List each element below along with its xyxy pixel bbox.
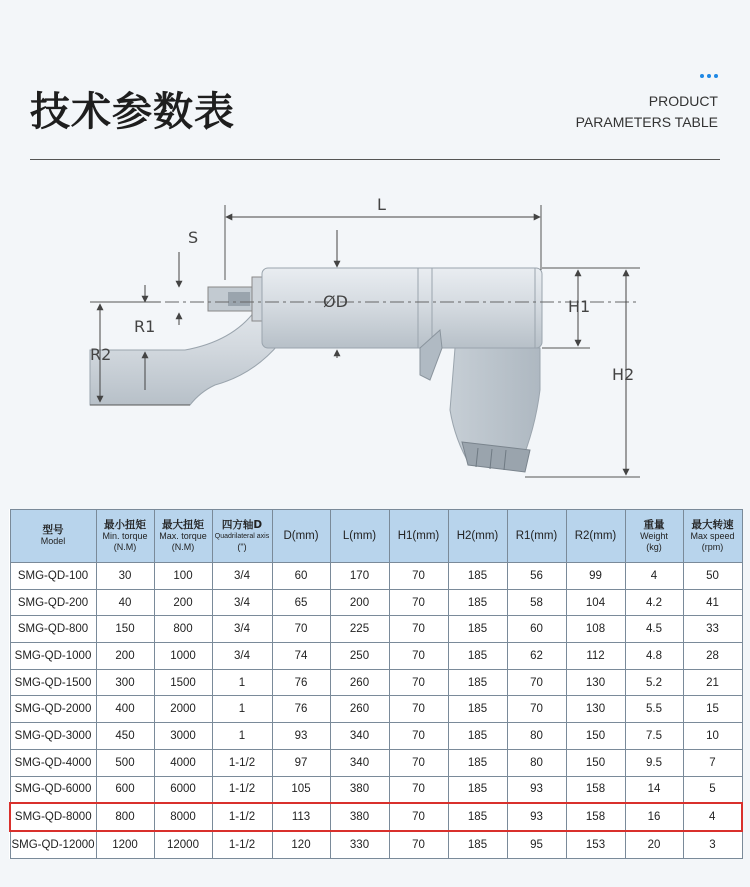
table-cell: 200: [330, 589, 389, 616]
table-cell: 41: [683, 589, 742, 616]
table-cell: 1500: [154, 669, 212, 696]
table-cell: 20: [625, 831, 683, 858]
header-l: L(mm): [330, 510, 389, 563]
table-cell: 3/4: [212, 563, 272, 590]
table-cell: 1200: [96, 831, 154, 858]
table-cell: 95: [507, 831, 566, 858]
table-cell: 12000: [154, 831, 212, 858]
table-cell: 93: [272, 723, 330, 750]
table-cell: 185: [448, 616, 507, 643]
table-cell: 70: [389, 643, 448, 670]
table-cell: 380: [330, 803, 389, 831]
dim-label-s: S: [188, 228, 199, 247]
table-cell: 65: [272, 589, 330, 616]
table-cell: 4000: [154, 749, 212, 776]
table-cell: 14: [625, 776, 683, 803]
header-h2: H2(mm): [448, 510, 507, 563]
table-row: [10, 589, 742, 616]
table-cell: 99: [566, 563, 625, 590]
table-cell: 60: [507, 616, 566, 643]
table-cell: 1-1/2: [212, 776, 272, 803]
table-cell: 185: [448, 723, 507, 750]
table-cell: 70: [389, 589, 448, 616]
table-cell: 104: [566, 589, 625, 616]
table-cell: 1: [212, 696, 272, 723]
table-cell: 7.5: [625, 723, 683, 750]
table-cell: 185: [448, 749, 507, 776]
table-cell: 800: [96, 803, 154, 831]
table-row: [10, 669, 742, 696]
page-title: 技术参数表: [30, 89, 235, 135]
table-row: [10, 696, 742, 723]
parameters-table: [9, 509, 743, 859]
table-cell: 93: [507, 803, 566, 831]
table-cell: 185: [448, 669, 507, 696]
table-cell: 105: [272, 776, 330, 803]
page-subtitle: [576, 91, 718, 133]
table-cell: 600: [96, 776, 154, 803]
header-square-drive: 四方轴D Quadrilateral axis ("): [212, 510, 272, 563]
table-cell: 4.2: [625, 589, 683, 616]
table-cell: 340: [330, 749, 389, 776]
table-cell: 70: [389, 563, 448, 590]
header-min-torque: 最小扭矩 Min. torque (N.M): [96, 510, 154, 563]
table-cell: 200: [96, 643, 154, 670]
table-cell: 185: [448, 776, 507, 803]
decorative-dots-icon: [700, 74, 718, 78]
header-model: 型号 Model: [10, 510, 96, 563]
table-cell: 250: [330, 643, 389, 670]
table-row: [10, 616, 742, 643]
table-cell: 260: [330, 696, 389, 723]
header-h1: H1(mm): [389, 510, 448, 563]
dim-label-d: ØD: [323, 292, 348, 311]
table-cell: 200: [154, 589, 212, 616]
table-row: [10, 776, 742, 803]
header-max-torque: 最大扭矩 Max. torque (N.M): [154, 510, 212, 563]
table-cell: 62: [507, 643, 566, 670]
table-cell: 97: [272, 749, 330, 776]
table-cell: 50: [683, 563, 742, 590]
table-cell: 16: [625, 803, 683, 831]
cell-model: SMG-QD-8000: [10, 803, 96, 831]
cell-model: SMG-QD-100: [10, 563, 96, 590]
cell-model: SMG-QD-4000: [10, 749, 96, 776]
table-cell: 113: [272, 803, 330, 831]
table-cell: 185: [448, 563, 507, 590]
table-cell: 4.8: [625, 643, 683, 670]
table-cell: 60: [272, 563, 330, 590]
wrench-drawing: [0, 180, 750, 500]
table-cell: 8000: [154, 803, 212, 831]
table-cell: 130: [566, 696, 625, 723]
table-cell: 4: [683, 803, 742, 831]
table-row: [10, 749, 742, 776]
table-cell: 185: [448, 696, 507, 723]
table-cell: 40: [96, 589, 154, 616]
table-cell: 5: [683, 776, 742, 803]
table-row: [10, 643, 742, 670]
dim-label-h1: H1: [568, 297, 591, 316]
table-cell: 28: [683, 643, 742, 670]
table-cell: 70: [389, 831, 448, 858]
table-cell: 185: [448, 803, 507, 831]
table-cell: 1-1/2: [212, 749, 272, 776]
table-cell: 70: [389, 776, 448, 803]
table-cell: 76: [272, 669, 330, 696]
table-row: [10, 803, 742, 831]
table-cell: 7: [683, 749, 742, 776]
table-cell: 2000: [154, 696, 212, 723]
header-r2: R2(mm): [566, 510, 625, 563]
table-cell: 9.5: [625, 749, 683, 776]
table-row: [10, 831, 742, 858]
table-cell: 340: [330, 723, 389, 750]
parameters-table-container: [9, 509, 741, 859]
table-cell: 185: [448, 831, 507, 858]
table-cell: 225: [330, 616, 389, 643]
table-cell: 3/4: [212, 589, 272, 616]
table-header-row: [10, 510, 742, 563]
subtitle-line-2: PARAMETERS TABLE: [575, 114, 718, 130]
header-r1: R1(mm): [507, 510, 566, 563]
table-cell: 158: [566, 803, 625, 831]
table-cell: 108: [566, 616, 625, 643]
table-cell: 80: [507, 723, 566, 750]
table-cell: 3/4: [212, 616, 272, 643]
table-cell: 150: [96, 616, 154, 643]
table-cell: 80: [507, 749, 566, 776]
table-cell: 150: [566, 749, 625, 776]
table-cell: 112: [566, 643, 625, 670]
table-row: [10, 563, 742, 590]
cell-model: SMG-QD-1000: [10, 643, 96, 670]
table-cell: 93: [507, 776, 566, 803]
table-cell: 4.5: [625, 616, 683, 643]
cell-model: SMG-QD-3000: [10, 723, 96, 750]
table-cell: 70: [389, 749, 448, 776]
table-cell: 15: [683, 696, 742, 723]
table-row: [10, 723, 742, 750]
table-cell: 1-1/2: [212, 803, 272, 831]
table-cell: 150: [566, 723, 625, 750]
table-cell: 1: [212, 723, 272, 750]
table-cell: 5.5: [625, 696, 683, 723]
table-cell: 70: [272, 616, 330, 643]
table-cell: 4: [625, 563, 683, 590]
table-cell: 3000: [154, 723, 212, 750]
tool-dimension-diagram: [0, 180, 750, 500]
dim-label-l: L: [377, 195, 386, 214]
table-cell: 70: [389, 803, 448, 831]
table-cell: 10: [683, 723, 742, 750]
table-cell: 330: [330, 831, 389, 858]
table-cell: 56: [507, 563, 566, 590]
table-cell: 6000: [154, 776, 212, 803]
cell-model: SMG-QD-2000: [10, 696, 96, 723]
table-cell: 76: [272, 696, 330, 723]
table-cell: 380: [330, 776, 389, 803]
table-cell: 70: [389, 616, 448, 643]
header-max-speed: 最大转速 Max speed (rpm): [683, 510, 742, 563]
table-cell: 70: [507, 669, 566, 696]
table-cell: 1: [212, 669, 272, 696]
table-cell: 170: [330, 563, 389, 590]
table-cell: 3/4: [212, 643, 272, 670]
table-cell: 185: [448, 643, 507, 670]
dim-label-r1: R1: [134, 317, 156, 336]
table-cell: 158: [566, 776, 625, 803]
dim-label-h2: H2: [612, 365, 635, 384]
table-cell: 70: [507, 696, 566, 723]
table-cell: 500: [96, 749, 154, 776]
table-cell: 100: [154, 563, 212, 590]
table-cell: 3: [683, 831, 742, 858]
table-cell: 450: [96, 723, 154, 750]
header-d: D(mm): [272, 510, 330, 563]
dim-label-r2: R2: [90, 345, 112, 364]
table-cell: 300: [96, 669, 154, 696]
cell-model: SMG-QD-200: [10, 589, 96, 616]
cell-model: SMG-QD-800: [10, 616, 96, 643]
table-cell: 30: [96, 563, 154, 590]
table-body: [10, 563, 742, 859]
table-cell: 800: [154, 616, 212, 643]
page-header: [0, 0, 750, 160]
table-cell: 5.2: [625, 669, 683, 696]
table-cell: 260: [330, 669, 389, 696]
table-cell: 120: [272, 831, 330, 858]
table-cell: 153: [566, 831, 625, 858]
cell-model: SMG-QD-12000: [10, 831, 96, 858]
table-cell: 1000: [154, 643, 212, 670]
cell-model: SMG-QD-6000: [10, 776, 96, 803]
table-cell: 21: [683, 669, 742, 696]
table-cell: 74: [272, 643, 330, 670]
cell-model: SMG-QD-1500: [10, 669, 96, 696]
table-cell: 130: [566, 669, 625, 696]
header-weight: 重量 Weight (kg): [625, 510, 683, 563]
subtitle-line-1: PRODUCT: [648, 93, 718, 109]
table-cell: 185: [448, 589, 507, 616]
table-cell: 58: [507, 589, 566, 616]
table-cell: 400: [96, 696, 154, 723]
table-cell: 70: [389, 696, 448, 723]
table-cell: 70: [389, 723, 448, 750]
table-cell: 33: [683, 616, 742, 643]
table-cell: 1-1/2: [212, 831, 272, 858]
table-cell: 70: [389, 669, 448, 696]
header-divider: [30, 159, 720, 160]
